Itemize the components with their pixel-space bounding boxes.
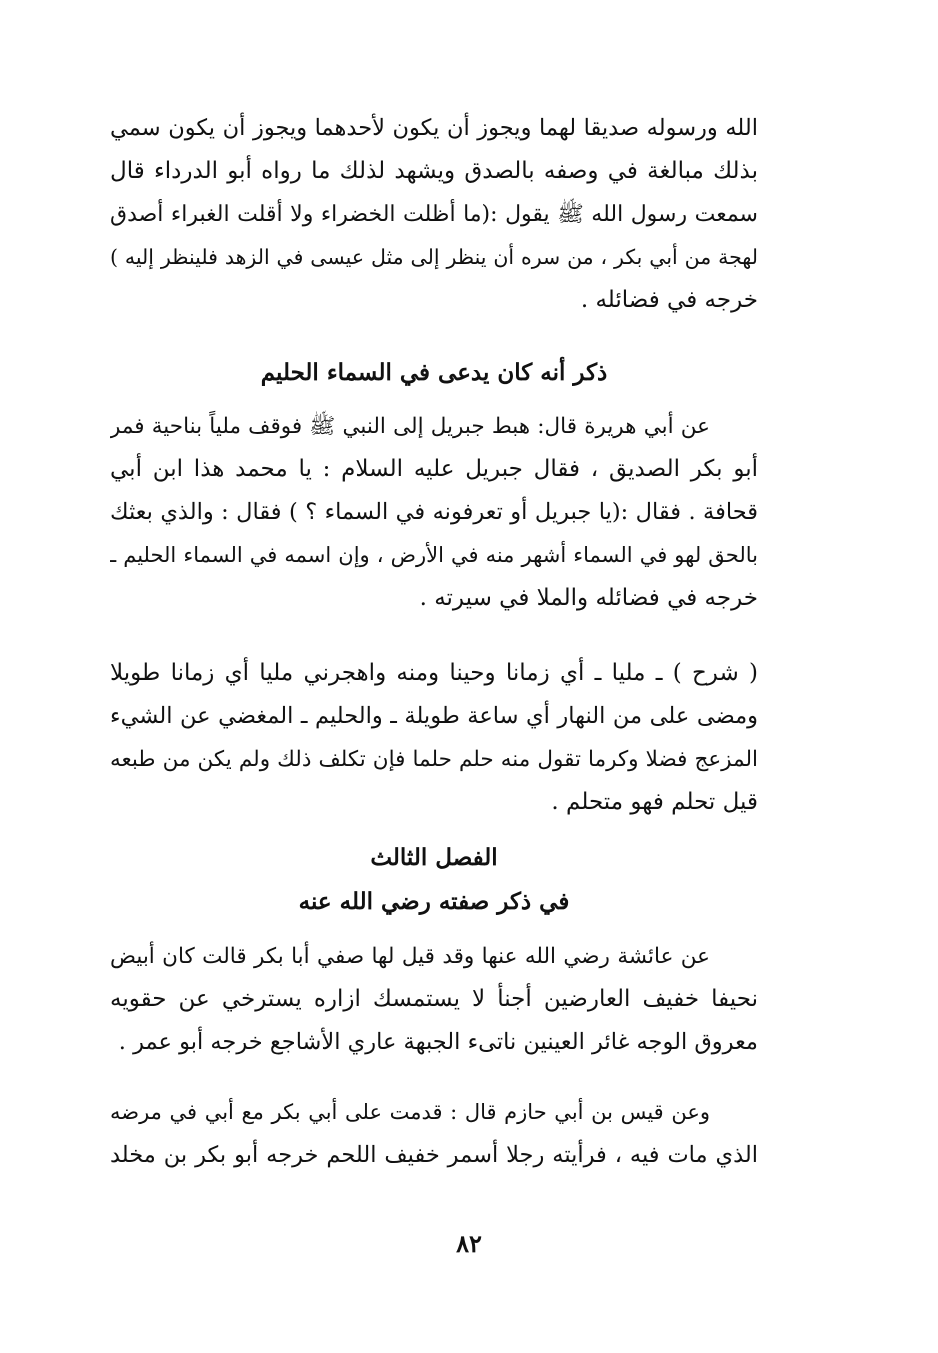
text-line: قيل تحلم فهو متحلم . bbox=[551, 789, 758, 815]
paragraph-5 bbox=[110, 1091, 758, 1177]
text-line: خرجه في فضائله . bbox=[580, 287, 758, 313]
paragraph-3-explanation bbox=[110, 652, 758, 824]
paragraph-1 bbox=[110, 107, 758, 322]
text-line: سمعت رسول الله ﷺ يقول :(ما أظلت الخضراء ولا أقلت الغبراء أصدق bbox=[110, 202, 758, 227]
chapter-subtitle: في ذكر صفته رضي الله عنه bbox=[298, 888, 570, 915]
text-line: بذلك مبالغة في وصفه بالصدق ويشهد لذلك ما رواه أبو الدرداء قال bbox=[110, 158, 758, 184]
text-line: المزعج فضلا وكرما تقول منه حلم حلما فإن تكلف ذلك ولم يكن من طبعه bbox=[110, 747, 758, 772]
text-line: قحافة . فقال :(يا جبريل أو تعرفونه في السماء ؟ ) فقال : والذي بعثك bbox=[110, 499, 758, 525]
text-line: وعن قيس بن أبي حازم قال : قدمت على أبي بكر مع أبي في مرضه bbox=[110, 1100, 710, 1124]
text-line: أبو بكر الصديق ، فقال جبريل عليه السلام : يا محمد هذا ابن أبي bbox=[110, 456, 758, 482]
paragraph-4 bbox=[110, 935, 758, 1064]
text-line: الله ورسوله صديقا لهما ويجوز أن يكون لأحدهما ويجوز أن يكون سمي bbox=[110, 115, 758, 141]
text-line: الذي مات فيه ، فرأيته رجلا أسمر خفيف اللحم خرجه أبو بكر بن مخلد bbox=[110, 1142, 758, 1168]
text-line: نحيفا خفيف العارضين أجنأ لا يستمسك ازاره يسترخي عن حقويه bbox=[110, 986, 758, 1012]
text-line: عن أبي هريرة قال: هبط جبريل إلى النبي ﷺ فوقف ملياً بناحية فمر bbox=[110, 414, 710, 439]
paragraph-2 bbox=[110, 405, 758, 620]
text-line: بالحق لهو في السماء أشهر منه في الأرض ، وإن اسمه في السماء الحليم ـ bbox=[110, 543, 758, 567]
chapter-title: الفصل الثالث bbox=[370, 844, 498, 871]
page-number: ٨٢ bbox=[456, 1229, 482, 1258]
section-heading: ذكر أنه كان يدعى في السماء الحليم bbox=[260, 359, 608, 386]
text-line: لهجة من أبي بكر ، من سره أن ينظر إلى مثل عيسى في الزهد فلينظر إليه ) bbox=[110, 245, 758, 269]
text-line: معروق الوجه غائر العينين ناتىء الجبهة عاري الأشاجع خرجه أبو عمر . bbox=[118, 1029, 758, 1055]
text-line: ( شرح ) ـ مليا ـ أي زمانا وحينا ومنه واهجرني مليا أي زمانا طويلا bbox=[110, 660, 758, 686]
text-line: خرجه في فضائله والملا في سيرته . bbox=[419, 585, 758, 611]
text-line: ومضى على من النهار أي ساعة طويلة ـ والحليم ـ المغضي عن الشيء bbox=[110, 703, 758, 729]
text-line: عن عائشة رضي الله عنها وقد قيل لها صفي أبا بكر قالت كان أبيض bbox=[110, 944, 710, 969]
